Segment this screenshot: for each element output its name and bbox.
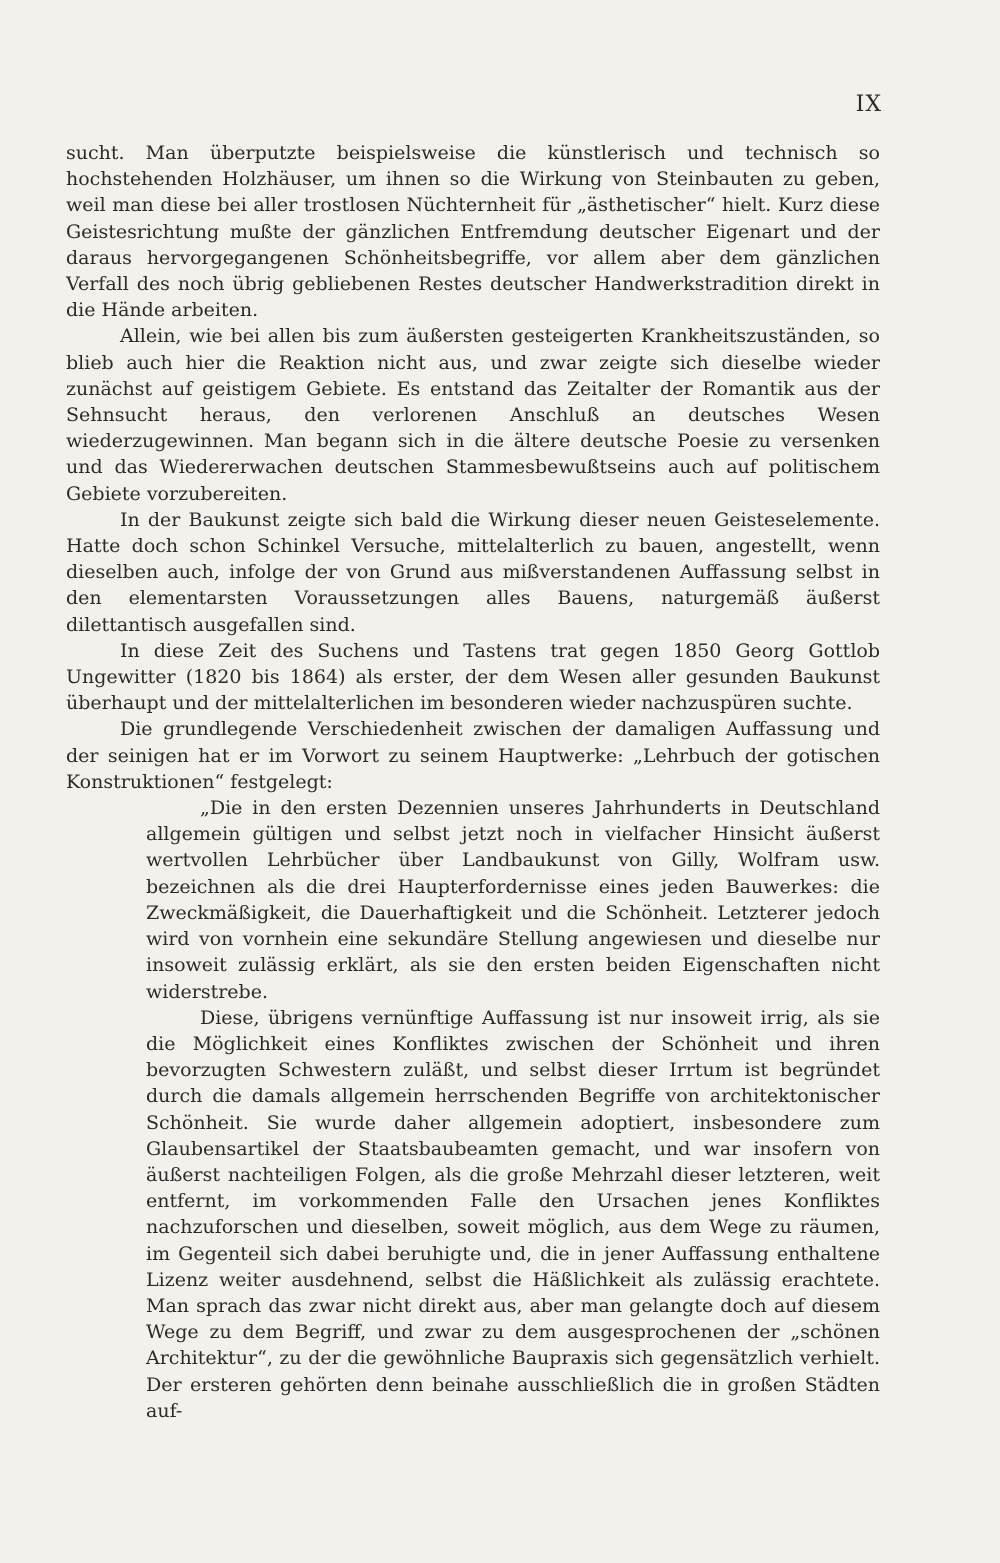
paragraph-5: Die grundlegende Verschiedenheit zwischen der damaligen Auffassung und der seinigen hat er im Vorwort zu seinem Hauptwerke: „Lehrbuch der gotischen Konstruktionen“ festgelegt: bbox=[66, 718, 880, 793]
paragraph-4: In diese Zeit des Suchens und Tastens trat gegen 1850 Georg Gottlob Ungewitter (1820 bis 1864) als erster, der dem Wesen aller gesunden Baukunst überhaupt und der mittelalterlichen im besonderen wieder nachzuspüren suchte. bbox=[66, 639, 880, 715]
quote-paragraph-2: Diese, übrigens vernünftige Auffassung ist nur insoweit irrig, als sie die Möglichkeit eines Konfliktes zwischen der Schönheit und ihren bevorzugten Schwestern zuläßt, und selbst dieser Irrtum ist begründet durch die damals allgemein herrschenden Begriffe von architektonischer Schönheit. Sie wurde daher allgemein adoptiert, insbesondere zum Glaubensartikel der Staatsbaubeamten gemacht, und war insofern von äußerst nachteiligen Folgen, als die große Mehrzahl dieser letzteren, weit entfernt, im vorkommenden Falle den Ursachen jenes Konfliktes nachzuforschen und dieselben, soweit möglich, aus dem Wege zu räumen, im Gegenteil sich dabei beruhigte und, die in jener Auffassung enthaltene Lizenz weiter ausdehnend, selbst die Häßlichkeit als zulässig erachtete. Man sprach das zwar nicht direkt aus, aber man gelangte doch auf diesem Wege zu dem Begriff, und zwar zu dem ausgesprochenen der „schönen Architektur“, zu der die gewöhnliche Baupraxis sich gegensätzlich verhielt. Der ersteren gehörten denn beinahe ausschließlich die in großen Städten auf- bbox=[146, 1006, 880, 1422]
body-text bbox=[66, 140, 880, 1424]
block-quote bbox=[146, 795, 880, 1424]
paragraph-1: sucht. Man überputzte beispielsweise die künstlerisch und technisch so hochstehenden Holzhäuser, um ihnen so die Wirkung von Steinbauten zu geben, weil man diese bei aller trostlosen Nüchternheit für „ästhetischer“ hielt. Kurz diese Geistesrichtung mußte der gänzlichen Entfremdung deutscher Eigenart und der daraus hervorgegangenen Schönheitsbegriffe, vor allem aber dem gänzlichen Verfall des noch übrig gebliebenen Restes deutscher Handwerkstradition direkt in die Hände arbeiten. bbox=[66, 142, 880, 322]
quote-paragraph-1: „Die in den ersten Dezennien unseres Jahrhunderts in Deutschland allgemein gültigen und selbst jetzt noch in vielfacher Hinsicht äußerst wertvollen Lehrbücher über Landbaukunst von Gilly, Wolfram usw. bezeichnen als die drei Haupterfordernisse eines jeden Bauwerkes: die Zweckmäßigkeit, die Dauerhaftigkeit und die Schönheit. Letzterer jedoch wird von vornhein eine sekundäre Stellung angewiesen und dieselbe nur insoweit zulässig erklärt, als sie den ersten beiden Eigenschaften nicht widerstrebe. bbox=[146, 797, 880, 1003]
page-number: IX bbox=[855, 92, 882, 117]
paragraph-2: Allein, wie bei allen bis zum äußersten gesteigerten Krankheitszuständen, so blieb auch hier die Reaktion nicht aus, und zwar zeigte sich dieselbe wieder zunächst auf geistigem Gebiete. Es entstand das Zeitalter der Romantik aus der Sehnsucht heraus, den verlorenen Anschluß an deutsches Wesen wiederzugewinnen. Man begann sich in die ältere deutsche Poesie zu versenken und das Wiedererwachen deutschen Stammesbewußtseins auch auf politischem Gebiete vorzubereiten. bbox=[66, 325, 880, 505]
paragraph-3: In der Baukunst zeigte sich bald die Wirkung dieser neuen Geisteselemente. Hatte doch schon Schinkel Versuche, mittelalterlich zu bauen, angestellt, wenn dieselben auch, infolge der von Grund aus mißverstandenen Auffassung selbst in den elementarsten Voraussetzungen alles Bauens, naturgemäß äußerst dilettantisch ausgefallen sind. bbox=[66, 508, 880, 636]
